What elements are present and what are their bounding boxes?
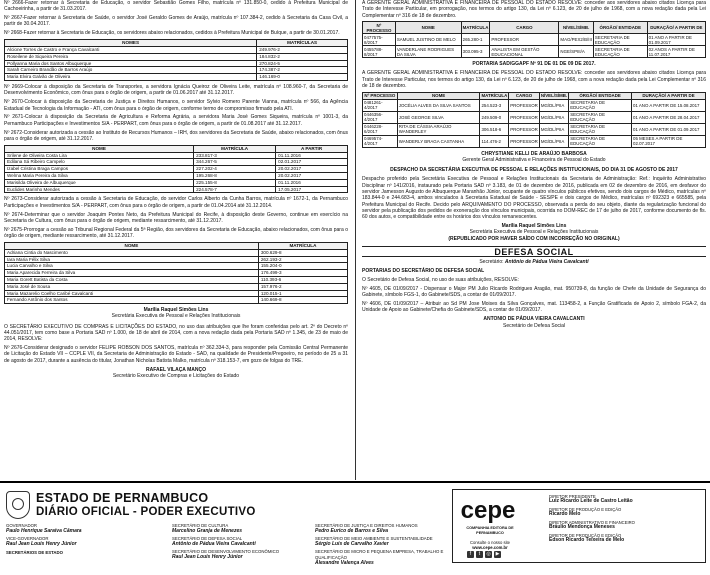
col-header: CARGO <box>490 22 559 34</box>
col-header: NOMES <box>5 40 257 47</box>
secretary-name: Antônio de Pádua Vieira Cavalcanti <box>504 259 589 266</box>
table-cell: 02.01.2017 <box>276 159 348 166</box>
act-2675: Nº 2675-Prorrogar a cessão ao Tribunal Regional Federal da 5ª Região, dos servidores da Secretaria de Educação, abaixo relacionados, com ônus para o órgão de origem, mediante ressarcimento, até 31.12.2017. <box>4 226 348 240</box>
section-title-defesa-social: DEFESA SOCIAL <box>362 246 706 257</box>
table-cell: Edilana Sá Ribeiro Campelo <box>5 159 194 166</box>
table-cell: Adriana Cintia do Nascimento <box>5 249 259 256</box>
table-cell: 146.169-0 <box>257 74 348 81</box>
table-cell: 344.267-5 <box>194 159 276 166</box>
table-cell: PROFESSOR <box>509 135 540 147</box>
col-header: ÓRGÃO/ ENTIDADE <box>569 92 632 99</box>
cepe-box <box>452 489 706 563</box>
table-cell: 233.817-3 <box>194 152 276 159</box>
table-cell: 303.095-3 <box>461 46 490 58</box>
table-cell: 195.268-8 <box>194 172 276 179</box>
table-cell: 01.11.2016 <box>276 152 348 159</box>
social-icons <box>467 551 501 558</box>
table-cell: SECRETARIA DE EDUCAÇÃO <box>569 135 632 147</box>
table-trf <box>4 242 348 304</box>
table-cell: Maria Gorett Batista da Costa <box>5 276 259 283</box>
governor-name: Paulo Henrique Saraiva Câmara <box>6 527 82 534</box>
table-cell: 02 ANOS A PARTIR DE 11.07.2017 <box>647 46 705 58</box>
table-row <box>363 46 706 58</box>
table-row <box>5 256 348 263</box>
table-row <box>5 297 348 304</box>
table-row <box>363 123 706 135</box>
table-cell: 140.669-8 <box>258 297 347 304</box>
despacho-title <box>362 167 706 173</box>
pernambuco-coat-of-arms-icon <box>6 491 30 519</box>
table-cell: WANDERLY BRAGA CASTANHA <box>397 135 480 147</box>
act-2668: Nº 2668-Fazer retornar à Secretaria de Educação, os servidores abaixo relacionados, cedidos à Prefeitura Municipal de Buíque, a partir de 30.01.2017. <box>4 30 340 37</box>
director-name: Luiz Ricardo Leite de Castro Leitão <box>549 498 633 505</box>
secretary-label: SECRETÁRIO DE JUSTIÇA E DIREITOS HUMANOS <box>315 523 418 528</box>
column-divider <box>355 0 356 480</box>
table-cell: 306.518-6 <box>480 123 509 135</box>
table-cell: SECRETARIA DE EDUCAÇÃO <box>569 99 632 111</box>
masthead-footer <box>0 481 710 575</box>
signer-name: Marília Raquel Simões Lins <box>501 223 567 230</box>
signer-role: Secretário Executivo de Compras e Licitações do Estado <box>112 372 240 379</box>
signer-name: CHRYSTIANE KELLI DE ARAÚJO BARBOSA <box>481 150 587 157</box>
act-2674: Nº 2674-Determinar que o servidor Joaquim Pontes Neto, da Prefeitura Municipal do Recife, à disposição deste Governo, continue em exercício na Secretaria de Cultura, com ônus para o órgão de origem, mediante ressarcimento, até 31.12.2017. <box>4 211 348 224</box>
table-cell: RITA DE CÁSSIA ARAÚJO WANDERLEY <box>397 123 480 135</box>
table-cell: 176.499-3 <box>258 270 347 277</box>
despacho-title-text: DESPACHO DA SECRETÁRIA EXECUTIVA DE PESSOAL E RELAÇÕES INSTITUCIONAIS, DO DIA 31 DE AGOSTO DE 2017 <box>390 167 678 174</box>
licenca-prorrogacao-intro: A GERENTE GERAL ADMINISTRATIVA E FINANCEIRA DE PESSOAL DO ESTADO RESOLVE: conceder aos servidores abaixo citados Licença para Trato de Interesse Particular, em prorrogação, nos termos do artigo 130, da Lei nº 6.123, de 20 de julho de 1968, com a nova redação dada pela Lei Complementar nº 316 de 18 de dezembro. <box>362 0 706 19</box>
col-header: NOME <box>5 145 194 152</box>
table-cell: NGE/SPIII/A <box>559 46 593 58</box>
table-cell: PROFESSOR <box>509 99 540 111</box>
table-row <box>5 290 348 297</box>
secretary-label: SECRETÁRIO DE DESENVOLVIMENTO ECONÔMICO <box>172 549 280 555</box>
secretaries-column-1 <box>172 523 307 561</box>
director-name: Bráulio Mendonça Meneses <box>549 524 615 531</box>
table-cell: SECRETARIA DE EDUCAÇÃO <box>593 34 647 46</box>
table-cell: 01.11.2016 <box>276 179 348 186</box>
table-row <box>5 283 348 290</box>
table-cell: SECRETARIA DE EDUCAÇÃO <box>569 111 632 123</box>
cepe-site-prompt <box>457 540 523 550</box>
table-cell: Roseilene de Siqueira Pereira <box>5 53 257 60</box>
instagram-icon[interactable]: ◎ <box>486 551 491 557</box>
table-cell: MG/DL/PIIA <box>539 99 568 111</box>
signer-name: ANTONIO DE PÁDUA VIEIRA CAVALCANTI <box>483 316 585 323</box>
table-cell: JOSÉ GEORGE SILVA <box>397 111 480 123</box>
cepe-directors <box>549 494 699 546</box>
table-cell: 0477575-8/2017 <box>363 34 396 46</box>
table-cell: 01 ANO A PARTIR DE 28.04.2017 <box>632 111 706 123</box>
table-cell: Izabel Cristina Braga Campos <box>5 166 194 173</box>
signature-block <box>362 151 706 164</box>
cepe-site-label: Consulte o nosso site <box>469 540 511 545</box>
secretary-name: Sérgio Luís de Carvalho Xavier <box>315 540 389 547</box>
signer-role: Gerente Geral Administrativa e Financeira de Pessoal do Estado <box>462 157 606 164</box>
table-row <box>5 67 348 74</box>
table-row <box>363 111 706 123</box>
table-cell: 110.393-6 <box>258 276 347 283</box>
table-cell: 0455788-8/2017 <box>363 46 396 58</box>
table-cell: Iara Maria Félix Silva <box>5 256 259 263</box>
signer-role: Secretário de Defesa Social <box>503 322 565 329</box>
right-column <box>362 0 706 333</box>
table-row <box>363 34 706 46</box>
portarias-intro: O Secretário de Defesa Social, no uso de suas atribuições, RESOLVE: <box>362 276 519 283</box>
director-label: DIRETOR DE PRODUÇÃO E EDIÇÃO <box>549 533 622 538</box>
table-cell: 262.193-2 <box>258 256 347 263</box>
col-header: Nº PROCESSO <box>363 22 396 34</box>
director-name: Ricardo Melo <box>549 511 581 518</box>
secretary-name: Antônio de Pádua Vieira Cavalcanti <box>172 540 256 547</box>
table-cell: 20.02.2017 <box>276 172 348 179</box>
despacho-body: Despacho proferido pela Secretária Executiva de Pessoal e Relações Institucionais da Secretaria de Administração: Ref.: Inquérito Administrativo Disciplinar nº 141/2016, instaurado pela Portaria SAD nº 3.183, de 01 de dezembro de 2016, publicada em 02 de dezembro de 2016, em desfavor do servidor Jamesson Augusto de Albuquerque Maranhão Júnior, ocupante de quatro vínculos públicos efetivos, sendo dois cargos de Médico, matrículas nº 183.844-0 e 244.683-4, ambos vinculados à Secretaria Estadual de Saúde - SES/PE e dois cargos de Médico, matrículas nº 692323 e 665585, pela Prefeitura Municipal do Recife. Decido pelo ARQUIVAMENTO DO PROCESSO, observada a perda do seu objeto, diante da regularização funcional do servidor pela publicação dos pedidos de exoneração dos vínculos municipais, ocorrida no DOM-REC de 17 de julho de 2017, conforme documento de fls. 60 dos autos, e compatibilidade entre os horários dos vínculos remanescentes. <box>362 176 706 221</box>
table-cell: 0446356-4/2017 <box>363 111 398 123</box>
table-cell: 17.05.2017 <box>276 186 348 193</box>
table-cell: MAG/PEX2/B/III <box>559 34 593 46</box>
table-cell: ANALISTA EM GESTÃO EDUCACIONAL <box>490 46 559 58</box>
table-cell: VANDERLANE RODRIGUES DA SILVA <box>395 46 461 58</box>
table-cell: 05 MESES A PARTIR DE 02.07.2017 <box>632 135 706 147</box>
signer-role: Secretária Executiva de Pessoal e Relações Institucionais <box>469 229 599 236</box>
col-header: DURAÇÃO/ A PARTIR DE <box>632 92 706 99</box>
table-row <box>363 135 706 147</box>
signature-block <box>4 367 348 380</box>
signature-block <box>362 223 706 242</box>
cepe-subtitle: COMPANHIA EDITORA DE PERNAMBUCO <box>466 526 514 535</box>
table-licenca-prorrogacao <box>362 21 706 58</box>
table-cell: Maria Elvira Galvão de Oliveira <box>5 74 257 81</box>
col-header: Nº PROCESSO <box>364 93 396 99</box>
table-row <box>5 74 348 81</box>
licenca-intro: A GERENTE GERAL ADMINISTRATIVA E FINANCEIRA DE PESSOAL DO ESTADO RESOLVE: conceder aos servidores abaixo citados Licença para Trato de Interesse Particular, nos termos do artigo 130, da Lei nº 6.123, de 20 de julho de 1968, com a nova redação dada pela Lei Complementar nº 316 de 18 de dezembro. <box>362 70 706 89</box>
table-cell: Fernando Antônio dos Santos <box>5 297 259 304</box>
table-cell: 174.387-2 <box>257 67 348 74</box>
table-cell: 20.02.2017 <box>276 166 348 173</box>
act-2669: Nº 2669-Colocar à disposição da Secretaria de Transportes, a servidora Ignácia Queiroz de Oliveira Leite, matrícula nº 108.960-7, da Secretaria de Desenvolvimento Econômico, com ônus para o órgão de origem, a partir de 01.06.2017 até 31.12.2017. <box>4 84 348 97</box>
table-irh <box>4 145 348 194</box>
table-cell: 265.280-1 <box>461 34 490 46</box>
table-cell: 270.824-5 <box>257 60 348 67</box>
act-4605: Nº 4605, DE 01/09/2017 - Dispensar o Major PM Julio Ricardo Rodrigues Aragão, mat. 950739-8, da função de Chefe da Unidade de Segurança do Gabinete, símbolo FGS-1, do Gabinete/SDS, a contar de 01/09/2017. <box>362 285 706 299</box>
portaria-title-text: PORTARIA SAD/GGAPF Nº 91 DE 01 DE 09 DE 2017. <box>472 61 596 68</box>
table-cell: Sarah Carneiro Brandão de Barros Araújo <box>5 67 257 74</box>
act-2672: Nº 2672-Considerar autorizada a cessão ao Instituto de Recursos Humanos – IRH, dos servidores da Secretaria de Saúde, abaixo relacionados, com ônus para o órgão de origem, até 31.12.2017. <box>4 129 348 142</box>
vice-governor-label: VICE-GOVERNADOR <box>6 536 49 542</box>
signature-block <box>362 316 706 329</box>
table-cell: MG/DL/PIIA <box>539 123 568 135</box>
governor-label: GOVERNADOR <box>6 523 38 528</box>
table-row <box>5 179 348 186</box>
table-cell: PROFESSOR <box>509 123 540 135</box>
col-header: MATRÍCULA <box>194 145 276 152</box>
secretary-label: SECRETÁRIO DE CULTURA <box>172 523 229 528</box>
cepe-site-link[interactable]: www.cepe.com.br <box>472 545 508 550</box>
youtube-icon[interactable]: ▶ <box>495 551 500 557</box>
col-header: ÓRGÃO/ ENTIDADE <box>593 22 647 34</box>
act-2673: Nº 2673-Considerar autorizada a cessão à Secretaria de Educação, do servidor Carlos Alberto da Cunha Barros, matrícula nº 1672-1, da Pernambuco Participações e Investimentos S/A - PERPART, com ônus para o órgão de origem, a partir de 01.04.2014 até 31.12.2014. <box>4 196 348 209</box>
table-row <box>363 99 706 111</box>
twitter-icon[interactable]: t <box>476 551 483 558</box>
act-4606: Nº 4606, DE 01/09/2017 – Atribuir ao Sd PM Jose Moises da Silva Gonçalves, mat. 113458-2, a Função Gratificada de Apoio 2, símbolo FGA-2, da Unidade de Apoio ao Gabinete/Chefia do Gabinete/SDS, a contar de 01/09/2017. <box>362 301 706 314</box>
table-row <box>5 270 348 277</box>
table-row <box>5 47 348 54</box>
col-header: NOME <box>397 92 480 99</box>
secretaries-label: SECRETÁRIOS DE ESTADO <box>6 550 63 556</box>
col-header: MATRÍCULA <box>258 242 347 249</box>
col-header: NOME <box>5 242 259 249</box>
table-cell: 184.832-2 <box>257 53 348 60</box>
table-cell: 249.509-0 <box>480 111 509 123</box>
table-cell: 120.015-1 <box>258 290 347 297</box>
table-row <box>5 53 348 60</box>
col-header: NÍVEL/SÍMB. <box>540 93 568 99</box>
secretary-label: SECRETÁRIO DE MEIO AMBIENTE E SUSTENTABILIDADE <box>315 536 433 542</box>
table-row <box>5 263 348 270</box>
col-header: NÍVEL/SÍMB. <box>559 22 593 34</box>
cepe-logo-text: cepe <box>460 497 516 524</box>
governor-block <box>6 523 156 556</box>
table-licenca <box>362 92 706 148</box>
republication-note: (REPUBLICADO POR HAVER SAÍDO COM INCORREÇÃO NO ORIGINAL) <box>448 235 620 242</box>
act-2666: Nº 2666-Fazer retornar à Secretaria de Educação, o servidor Sebastião Gomes Filho, matrícula nº 131.850-0, cedido à Prefeitura Municipal de Cachoeirinha, a partir de 31.03.2017. <box>4 0 348 13</box>
table-cell: 155.204-0 <box>258 263 347 270</box>
table-cell: SAMUEL JUSTINO DE MELO <box>395 34 461 46</box>
left-column <box>4 0 348 383</box>
director-label: DIRETOR PRESIDENTE <box>549 494 596 499</box>
table-cell: Pollyanna Maria dos Santos Albuquerque <box>5 60 257 67</box>
facebook-icon[interactable]: f <box>467 551 474 558</box>
table-cell: MG/DL/PIIA <box>539 135 568 147</box>
table-buique <box>4 39 348 81</box>
secretary-name: Marcelino Granja de Menezes <box>172 527 243 534</box>
table-row <box>5 186 348 193</box>
table-cell: JOCÉLIA ALVES DA SILVA SANTOS <box>397 99 480 111</box>
table-row <box>5 172 348 179</box>
table-cell: Maria José de Sousa <box>5 283 259 290</box>
table-cell: 01 ANO A PARTIR DE 15.08.2017 <box>632 99 706 111</box>
table-cell: 01 ANO A PARTIR DE 01.09.2017 <box>647 34 705 46</box>
table-cell: SECRETARIA DE EDUCAÇÃO <box>569 123 632 135</box>
table-cell: Srilene de Oliveira Costa Lira <box>5 152 194 159</box>
portarias-title <box>362 268 706 274</box>
table-cell: PROFESSOR <box>490 34 559 46</box>
state-name: ESTADO DE PERNAMBUCO <box>36 491 209 505</box>
col-header: MATRÍCULA <box>481 93 508 99</box>
table-row <box>5 60 348 67</box>
secretary-name: Pedro Eurico de Barros e Silva <box>315 527 389 534</box>
signer-name: Marília Raquel Simões Lins <box>143 307 209 314</box>
table-cell: Lucia Carvalho e Silva <box>5 263 259 270</box>
table-row <box>5 166 348 173</box>
portaria-title <box>362 61 706 67</box>
table-cell: 224.578-7 <box>194 186 276 193</box>
secretary-name: Alexandre Valença Alves <box>315 559 374 566</box>
table-cell: 157.976-2 <box>258 283 347 290</box>
table-row <box>5 276 348 283</box>
director-name: Edson Ricardo Teixeira de Melo <box>549 537 625 544</box>
col-header: CARGO <box>509 92 540 99</box>
table-cell: PROFESSOR <box>509 111 540 123</box>
section-secretary <box>362 259 706 265</box>
secretary-label: SECRETÁRIO DE DEFESA SOCIAL <box>172 536 243 542</box>
table-cell: SECRETARIA DE EDUCAÇÃO <box>593 46 647 58</box>
act-2667: Nº 2667-Fazer retornar à Secretaria de Saúde, o servidor José Geraldo Gomes de Araújo, matrícula nº 107.384-2, cedido à Secretaria da Casa Civil, a partir de 30.04.2017. <box>4 15 348 28</box>
portarias-title-text: PORTARIAS DO SECRETÁRIO DE DEFESA SOCIAL <box>362 268 485 275</box>
table-cell: 249.976-2 <box>257 47 348 54</box>
publication-title: DIÁRIO OFICIAL - PODER EXECUTIVO <box>36 506 256 518</box>
col-header: A PARTIR <box>276 145 348 152</box>
director-label: DIRETOR DE PRODUÇÃO E EDIÇÃO <box>549 507 622 512</box>
table-cell: MG/DL/PIIA <box>539 111 568 123</box>
table-cell: 114.476-2 <box>480 135 509 147</box>
resolution-intro: O SECRETÁRIO EXECUTIVO DE COMPRAS E LICITAÇÕES DO ESTADO, no uso das atribuições que lhe foram conferidas pelo art. 2º do Decreto nº 44.051/2017, tem como base a Portaria SAD nº 1.000, de 18 de abril de 2014, com a nova redação dada pela Portaria SAD nº 1.345, de 23 de maio de 2014, RESOLVE: <box>4 323 348 343</box>
table-row <box>5 249 348 256</box>
table-cell: 01 ANO A PARTIR DE 01.09.2017 <box>632 123 706 135</box>
col-header: DURAÇÃO/ A PARTIR DE <box>647 22 705 34</box>
table-cell: Welma Maria Pereira da Silva <box>5 172 194 179</box>
table-cell: 254.523-3 <box>480 99 509 111</box>
signer-role: Secretária Executiva de Pessoal e Relações Institucionais <box>111 313 241 320</box>
secretaries-column-2 <box>315 523 447 566</box>
table-cell: 0481261-4/2017 <box>363 99 398 111</box>
act-2671: Nº 2671-Colocar à disposição da Secretaria de Agricultura e Reforma Agrária, a servidora Maria José Gomes Siqueira, matrícula nº 1001-3, da Pernambuco Participações e Investimentos S/A - PERPART, com ônus para o órgão de origem, a partir de 01.08.2017 até 31.12.2017. <box>4 114 348 127</box>
table-cell: Marisilda Oliveira de Albuquerque <box>5 179 194 186</box>
table-cell: 227.202-4 <box>194 166 276 173</box>
secretary-name: Raul Jean Louis Henry Júnior <box>172 553 243 560</box>
act-2670: Nº 2670-Colocar à disposição da Secretaria de Justiça e Direitos Humanos, o servidor Sylvio Romero Parente Vianna, matrícula nº 566, da Agência Estadual de Tecnologia da Informação - ATI, com ônus para o órgão de origem, conforme termo de compromisso firmado pela ATI. <box>4 99 348 112</box>
table-row <box>5 159 348 166</box>
table-row <box>5 152 348 159</box>
table-cell: 300.629-8 <box>258 249 347 256</box>
act-2676: Nº 2676-Considerar designado o servidor FELIPE ROBSON DOS SANTOS, matrícula nº 362.334-3, para responder pela Comissão Central Permanente de Licitação do Estado VII – CCPLE VII, da Secretaria de Administração do Estado - SAD, na qualidade de Presidente/Pregoeiro, no período de 25 a 31 de agosto de 2017, durante a ausência do titular, Jonathan Nicholas Batista Malko, matrícula nº 318.153-7, em gozo de folgas do TRE. <box>4 345 348 364</box>
col-header: MATRÍCULA <box>461 22 490 34</box>
cepe-logo <box>459 496 517 524</box>
table-cell: 0469574-4/2017 <box>363 135 398 147</box>
table-cell: Maria Mazarelio Coelho Caribé Cavalcanti <box>5 290 259 297</box>
signer-name: RAFAEL VILAÇA MANÇO <box>146 366 206 373</box>
col-header: NOME <box>395 22 461 34</box>
table-cell: Maria Aparecida Ferreira da Silva <box>5 270 259 277</box>
director-label: DIRETOR ADMINISTRATIVO E FINANCEIRO <box>549 520 635 525</box>
table-cell: Alcione Torres de Castro e França Cavalcanti <box>5 47 257 54</box>
table-cell: 225.155-8 <box>194 179 276 186</box>
table-cell: 0446228-6/2017 <box>363 123 398 135</box>
table-cell: Euclides Marinho Mendes <box>5 186 194 193</box>
col-header: MATRÍCULAS <box>257 40 348 47</box>
signature-block <box>4 307 348 320</box>
vice-governor-name: Raul Jean Louis Henry Júnior <box>6 540 77 547</box>
secretary-label: SECRETÁRIO DE MICRO E PEQUENA EMPRESA, TRABALHO E QUALIFICAÇÃO <box>315 549 444 560</box>
secretary-label: Secretário: <box>479 259 504 266</box>
